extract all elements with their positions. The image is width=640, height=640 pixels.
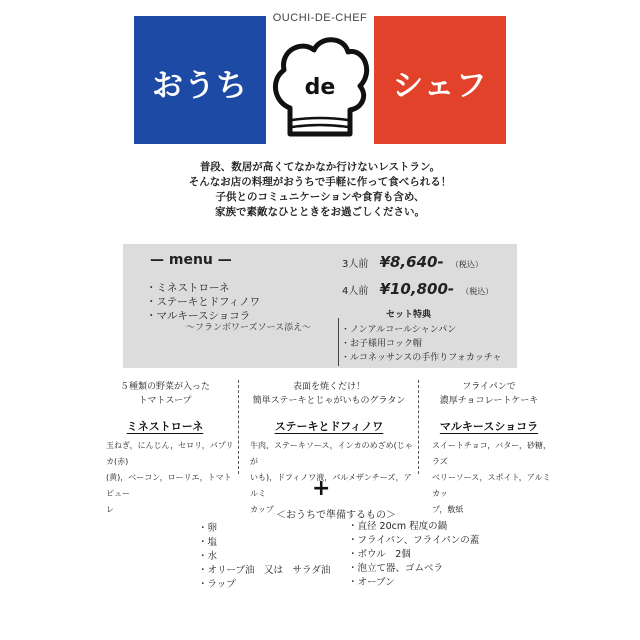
prep-item: ・直径 20cm 程度の鍋 (348, 521, 448, 532)
intro-line: そんなお店の料理がおうちで手軽に作って食べられる！ (188, 176, 452, 188)
col-desc (424, 380, 554, 408)
prep-title: ＜おうちで準備するもの＞ (276, 510, 396, 521)
price-amount: ¥8,640- (379, 253, 444, 271)
column-divider (418, 380, 419, 474)
col-name: ステーキとドフィノワ (274, 420, 384, 433)
prep-item: ・卵 (198, 523, 218, 534)
course-subtitle: ～フランボワーズソース添え～ (186, 323, 312, 333)
prep-item: ・フライパン、フライパンの蓋 (348, 535, 480, 546)
ingredient-line: (黄)，ベーコン，ローリエ，トマトピュー (106, 473, 232, 498)
menu-title: — menu — (150, 252, 232, 268)
prep-item: ・水 (198, 551, 218, 562)
col-desc (100, 380, 230, 408)
intro-line: 家族で素敵なひとときをお過ごしください。 (215, 206, 425, 218)
col-desc-line: トマトスープ (138, 396, 192, 406)
course-item: ・ミネストローネ (146, 282, 230, 294)
hat-de-text: de (304, 75, 336, 100)
chef-hat-icon (268, 30, 372, 146)
chef-block (374, 16, 506, 144)
col-ingredients (432, 438, 556, 518)
col-desc-line: 表面を焼くだけ！ (292, 382, 365, 392)
bonus-item: ・ノンアルコールシャンパン (341, 325, 457, 335)
col-desc-line: ５種類の野菜が入った (119, 382, 210, 392)
price-people: 3人前 (342, 259, 369, 270)
bonus-item: ・ルコネッサンスの手作りフォカッチャ (341, 353, 502, 363)
plus-sign: + (312, 476, 331, 501)
col-desc-line: 簡単ステーキとじゃがいものグラタン (252, 396, 406, 406)
price-tax: （税込） (450, 260, 483, 269)
price-4 (342, 280, 493, 298)
col-desc-line: 濃厚チョコレートケーキ (439, 396, 539, 406)
price-3 (342, 253, 483, 271)
course-item: ・マルキースショコラ (146, 310, 251, 322)
price-people: 4人前 (342, 286, 369, 297)
intro-line: 普段、数居が高くてなかなか行けないレストラン。 (199, 161, 441, 173)
col-desc (244, 380, 414, 408)
prep-item: ・ラップ (198, 579, 236, 590)
ingredient-line: カップ (250, 505, 274, 514)
intro-line: 子供とのコミュニケーションや食育も含め、 (215, 191, 425, 203)
col-desc-line: フライパンで (462, 382, 516, 392)
prep-item: ・ボウル 2個 (348, 549, 411, 560)
bonus-item: ・お子様用コック帽 (341, 339, 422, 349)
ingredient-line: いも)，ドフィノワ液，パルメザンチーズ，アルミ (250, 473, 412, 498)
course-item: ・ステーキとドフィノワ (146, 296, 261, 308)
column-divider (238, 380, 239, 474)
col-ingredients (106, 438, 238, 518)
ingredient-line: プ，敷紙 (432, 505, 464, 514)
ingredient-line: レ (106, 505, 114, 514)
bonus-title: セット特典 (386, 310, 432, 320)
chef-text: シェフ (392, 68, 488, 104)
ingredient-line: スイートチョコ，バター，砂糖，ラズ (432, 441, 551, 466)
col-name: ミネストローネ (126, 420, 204, 433)
prep-item: ・オリーブ油 又は サラダ油 (198, 565, 331, 576)
prep-item: ・オーブン (348, 577, 395, 588)
col-name: マルキースショコラ (439, 420, 539, 433)
price-amount: ¥10,800- (379, 280, 455, 298)
prep-item: ・塩 (198, 537, 218, 548)
logo-arc-text: OUCHI-DE-CHEF (272, 12, 368, 24)
intro-text (150, 160, 490, 220)
ingredient-line: 玉ねぎ，にんじん，セロリ，パプリカ(赤) (106, 441, 234, 466)
ingredient-line: 牛肉，ステーキソース，インカのめざめ(じゃが (250, 441, 413, 466)
ingredient-line: ベリーソース，スポイト，アルミカッ (432, 473, 551, 498)
ouchi-block (134, 16, 266, 144)
prep-item: ・泡立て器、ゴムベラ (348, 563, 444, 574)
ouchi-text: おうち (152, 68, 248, 104)
price-tax: （税込） (461, 287, 494, 296)
